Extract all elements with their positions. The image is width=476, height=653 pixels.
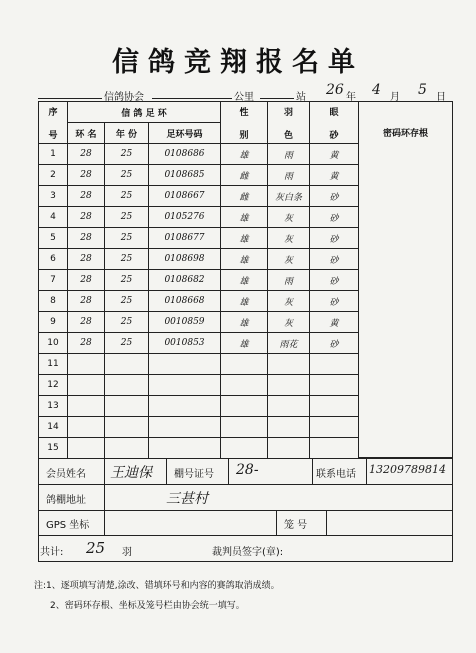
date-month-value: 4: [372, 82, 381, 98]
ring-name-cell: 28: [68, 144, 105, 165]
date-year-label: 年: [346, 92, 356, 103]
form-title: 信鸽竞翔报名单: [112, 47, 364, 78]
row-number: 6: [39, 249, 68, 270]
sex-cell: 雄: [221, 312, 268, 333]
row-number: 4: [39, 207, 68, 228]
sex-cell: 雄: [221, 249, 268, 270]
cage-label: 笼 号: [284, 520, 308, 531]
phone-value: 13209789814: [369, 463, 446, 476]
table-row: [39, 270, 359, 291]
feather-color-cell: [268, 438, 310, 459]
km-blank: [152, 98, 232, 99]
ring-name-cell: [68, 417, 105, 438]
feather-color-cell: 雨花: [268, 333, 310, 354]
table-row: [39, 354, 359, 375]
table-row: [39, 396, 359, 417]
col-eye-bottom: 砂: [329, 130, 339, 141]
eye-sand-cell: [310, 354, 359, 375]
station-label: 站: [296, 92, 306, 103]
col-ring-group-header: 信 鸽 足 环: [68, 102, 221, 123]
station-blank: [260, 98, 294, 99]
info-row-line-1: [38, 484, 453, 485]
ring-name-cell: 28: [68, 165, 105, 186]
ring-year-cell: 25: [105, 333, 149, 354]
feather-color-cell: 灰白条: [268, 186, 310, 207]
feather-color-cell: [268, 417, 310, 438]
row-number: 12: [39, 375, 68, 396]
feather-color-cell: 灰: [268, 249, 310, 270]
col-ring-name-header: 环 名: [68, 123, 105, 144]
ring-name-cell: 28: [68, 312, 105, 333]
ring-number-cell: 0108677: [149, 228, 221, 249]
ring-number-cell: 0108686: [149, 144, 221, 165]
table-row: [39, 375, 359, 396]
col-ring-no-header: 足环号码: [149, 123, 221, 144]
eye-sand-cell: 砂: [310, 207, 359, 228]
address-label: 鸽棚地址: [46, 495, 86, 506]
ring-year-cell: 25: [105, 312, 149, 333]
info-row-line-3: [38, 535, 453, 536]
col-sex-bottom: 别: [239, 130, 249, 141]
ring-year-cell: 25: [105, 228, 149, 249]
ring-number-cell: 0010853: [149, 333, 221, 354]
feather-color-cell: 雨: [268, 270, 310, 291]
col-eye-top: 眼: [329, 107, 339, 118]
ring-number-cell: [149, 396, 221, 417]
table-row: [39, 249, 359, 270]
eye-sand-cell: 砂: [310, 291, 359, 312]
col-feather-header: [268, 102, 310, 144]
ring-year-cell: 25: [105, 165, 149, 186]
shed-cert-label: 棚号证号: [174, 469, 214, 480]
ring-name-cell: 28: [68, 207, 105, 228]
row-number: 8: [39, 291, 68, 312]
ring-year-cell: 25: [105, 186, 149, 207]
col-feather-top: 羽: [283, 107, 293, 118]
association-label: 信鸽协会: [104, 92, 144, 103]
col-year-header: 年 份: [105, 123, 149, 144]
info-divider-e: [366, 458, 367, 484]
row-number: 13: [39, 396, 68, 417]
eye-sand-cell: [310, 396, 359, 417]
ring-number-cell: 0108685: [149, 165, 221, 186]
row-number: 15: [39, 438, 68, 459]
ring-number-cell: [149, 438, 221, 459]
ring-name-cell: 28: [68, 186, 105, 207]
info-divider-b: [166, 458, 167, 484]
address-value: 三甚村: [166, 491, 208, 507]
ring-name-cell: [68, 396, 105, 417]
ring-number-cell: [149, 375, 221, 396]
sex-cell: 雄: [221, 207, 268, 228]
ring-name-cell: 28: [68, 249, 105, 270]
eye-sand-cell: 黄: [310, 144, 359, 165]
ring-year-cell: 25: [105, 207, 149, 228]
col-sex-header: [221, 102, 268, 144]
table-row: [39, 186, 359, 207]
row-number: 7: [39, 270, 68, 291]
sex-cell: [221, 438, 268, 459]
date-day-value: 5: [418, 82, 427, 98]
gps-label: GPS 坐标: [46, 520, 90, 531]
feather-color-cell: 灰: [268, 291, 310, 312]
table-row: [39, 207, 359, 228]
col-seq-header: [39, 102, 68, 144]
sex-cell: 雌: [221, 165, 268, 186]
ring-number-cell: 0108667: [149, 186, 221, 207]
sex-cell: 雄: [221, 144, 268, 165]
association-blank: [38, 98, 102, 99]
ring-name-cell: 28: [68, 228, 105, 249]
ring-name-cell: 28: [68, 333, 105, 354]
col-sex-top: 性: [239, 107, 249, 118]
eye-sand-cell: 砂: [310, 228, 359, 249]
date-month-label: 月: [390, 92, 400, 103]
feather-color-cell: 雨: [268, 144, 310, 165]
row-number: 10: [39, 333, 68, 354]
row-number: 9: [39, 312, 68, 333]
ring-name-cell: [68, 438, 105, 459]
eye-sand-cell: [310, 375, 359, 396]
row-number: 3: [39, 186, 68, 207]
ring-name-cell: [68, 375, 105, 396]
eye-sand-cell: 黄: [310, 165, 359, 186]
table-row: [39, 165, 359, 186]
km-label: 公里: [234, 92, 254, 103]
ring-year-cell: [105, 396, 149, 417]
eye-sand-cell: [310, 417, 359, 438]
shed-cert-value: 28-: [236, 462, 259, 478]
col-seq-bottom: 号: [48, 130, 58, 141]
ring-number-cell: 0105276: [149, 207, 221, 228]
table-row: [39, 312, 359, 333]
ring-name-cell: 28: [68, 270, 105, 291]
sex-cell: [221, 375, 268, 396]
ring-year-cell: 25: [105, 144, 149, 165]
sex-cell: 雄: [221, 228, 268, 249]
eye-sand-cell: 砂: [310, 249, 359, 270]
sex-cell: [221, 354, 268, 375]
judge-signature-label: 裁判员签字(章):: [212, 547, 284, 558]
ring-year-cell: 25: [105, 270, 149, 291]
ring-year-cell: [105, 438, 149, 459]
table-row: [39, 228, 359, 249]
sex-cell: 雄: [221, 270, 268, 291]
table-row: [39, 144, 359, 165]
eye-sand-cell: 砂: [310, 186, 359, 207]
member-name-label: 会员姓名: [46, 469, 86, 480]
password-ring-stub-column: [358, 101, 453, 458]
row-number: 14: [39, 417, 68, 438]
info-divider-d: [312, 458, 313, 484]
feather-color-cell: [268, 354, 310, 375]
eye-sand-cell: [310, 438, 359, 459]
ring-year-cell: [105, 375, 149, 396]
ring-year-cell: [105, 354, 149, 375]
ring-year-cell: 25: [105, 291, 149, 312]
ring-year-cell: [105, 417, 149, 438]
info-divider-g: [326, 510, 327, 535]
sex-cell: 雄: [221, 291, 268, 312]
table-row: [39, 291, 359, 312]
feather-color-cell: 灰: [268, 312, 310, 333]
ring-name-cell: 28: [68, 291, 105, 312]
sex-cell: 雄: [221, 333, 268, 354]
sex-cell: [221, 396, 268, 417]
ring-number-cell: 0108698: [149, 249, 221, 270]
total-value: 25: [86, 539, 106, 557]
eye-sand-cell: 砂: [310, 333, 359, 354]
info-row-line-2: [38, 510, 453, 511]
ring-number-cell: 0010859: [149, 312, 221, 333]
password-ring-stub-header: 密码环存根: [382, 129, 428, 139]
feather-color-cell: 灰: [268, 228, 310, 249]
info-divider-c: [228, 458, 229, 484]
ring-year-cell: 25: [105, 249, 149, 270]
row-number: 11: [39, 354, 68, 375]
sex-cell: 雌: [221, 186, 268, 207]
sex-cell: [221, 417, 268, 438]
total-label: 共计:: [40, 547, 64, 558]
phone-label: 联系电话: [316, 469, 356, 480]
date-day-label: 日: [436, 92, 446, 103]
total-unit: 羽: [122, 547, 132, 558]
row-number: 5: [39, 228, 68, 249]
feather-color-cell: 雨: [268, 165, 310, 186]
info-divider-a: [104, 458, 105, 535]
info-divider-f: [276, 510, 277, 535]
member-name-value: 王迪保: [110, 465, 152, 481]
row-number: 1: [39, 144, 68, 165]
note-2: 2、密码环存根、坐标及笼号栏由协会统一填写。: [50, 601, 245, 611]
col-eye-header: [310, 102, 359, 144]
eye-sand-cell: 黄: [310, 312, 359, 333]
ring-number-cell: 0108682: [149, 270, 221, 291]
note-1: 注:1、逐项填写清楚,涂改、错填环号和内容的赛鸽取消成绩。: [34, 581, 280, 591]
feather-color-cell: 灰: [268, 207, 310, 228]
row-number: 2: [39, 165, 68, 186]
feather-color-cell: [268, 375, 310, 396]
table-row: [39, 417, 359, 438]
eye-sand-cell: 砂: [310, 270, 359, 291]
ring-name-cell: [68, 354, 105, 375]
col-seq-top: 序: [48, 107, 58, 118]
ring-number-cell: [149, 354, 221, 375]
table-row: [39, 333, 359, 354]
ring-number-cell: [149, 417, 221, 438]
pigeon-entry-table: [38, 101, 359, 459]
table-row: [39, 438, 359, 459]
date-year-value: 26: [326, 82, 344, 98]
feather-color-cell: [268, 396, 310, 417]
ring-number-cell: 0108668: [149, 291, 221, 312]
col-feather-bottom: 色: [283, 130, 293, 141]
